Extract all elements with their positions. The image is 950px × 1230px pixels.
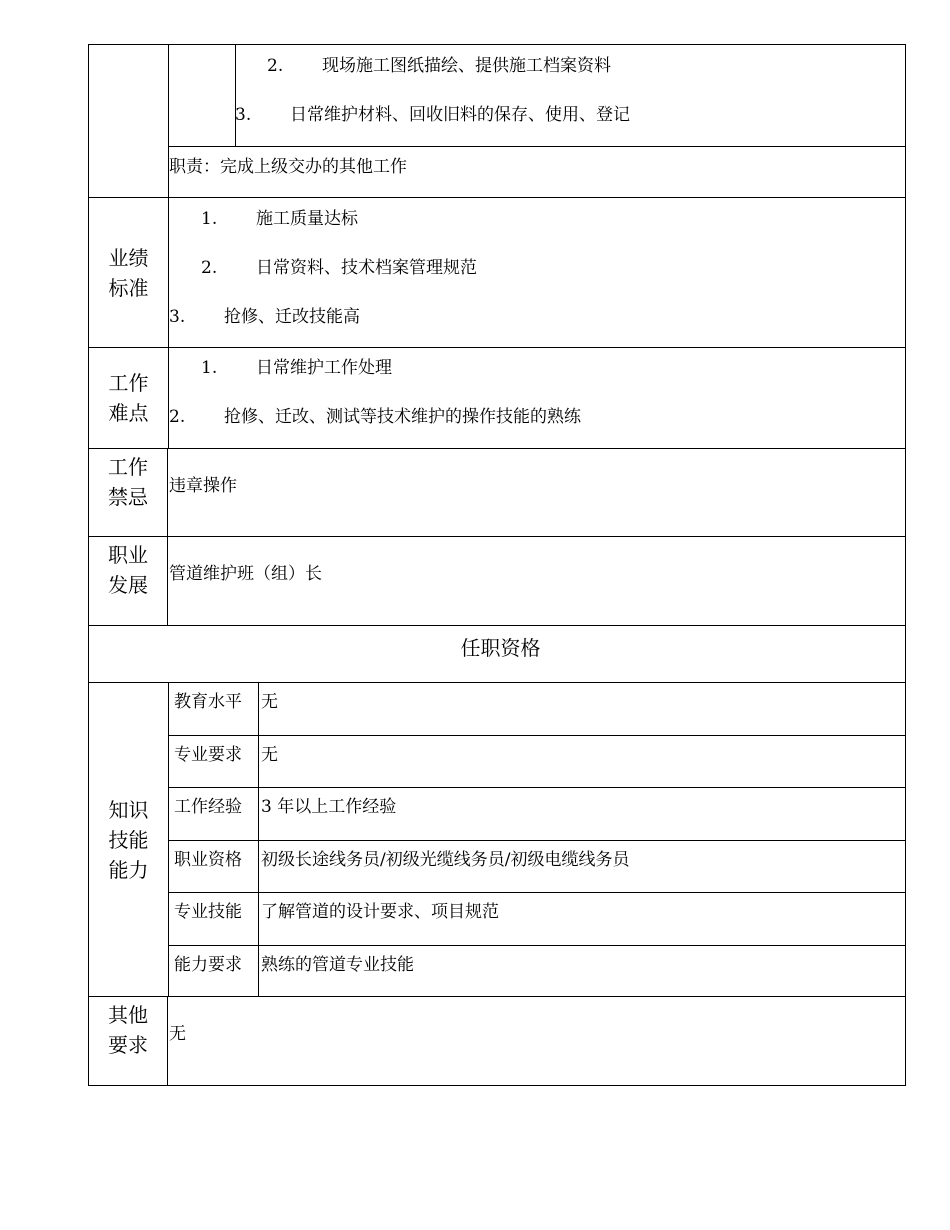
difficulty-row [88, 348, 906, 449]
career-row [88, 537, 906, 626]
other-row [88, 997, 906, 1086]
job-description-table [88, 44, 906, 1086]
list-item: 3. 日常维护材料、回收旧料的保存、使用、登记 [235, 105, 631, 125]
duties-content [169, 45, 905, 197]
knowledge-sublabel: 专业技能 [169, 893, 259, 945]
knowledge-sublabel: 专业要求 [169, 736, 259, 788]
knowledge-value: 无 [261, 692, 278, 712]
knowledge-sublabel: 职业资格 [169, 841, 259, 893]
list-item: 2. 现场施工图纸描绘、提供施工档案资料 [267, 56, 612, 76]
difficulty-content [169, 348, 905, 448]
performance-label: 业绩标准 [89, 198, 169, 347]
knowledge-value: 初级长途线务员/初级光缆线务员/初级电缆线务员 [261, 849, 630, 870]
other-text: 无 [169, 1024, 186, 1044]
list-item: 2. 日常资料、技术档案管理规范 [201, 258, 478, 278]
career-content [169, 537, 905, 625]
divider [169, 146, 905, 147]
list-item: 1. 施工质量达标 [201, 209, 359, 229]
qualification-title: 任职资格 [460, 636, 541, 660]
knowledge-subrow [169, 683, 905, 736]
career-label: 职业发展 [89, 537, 168, 625]
empty-label-cell [89, 45, 169, 197]
knowledge-subrow [169, 893, 905, 946]
knowledge-value: 3 年以上工作经验 [261, 797, 397, 817]
knowledge-sublabel: 能力要求 [169, 946, 259, 998]
knowledge-label: 知识技能能力 [89, 683, 169, 996]
knowledge-sublabel: 工作经验 [169, 788, 259, 840]
knowledge-value: 熟练的管道专业技能 [261, 954, 414, 975]
qualification-header-row [88, 626, 906, 683]
duties-continuation-row [88, 44, 906, 198]
taboo-text: 违章操作 [169, 476, 237, 496]
knowledge-value: 了解管道的设计要求、项目规范 [261, 902, 499, 922]
knowledge-subrow [169, 946, 905, 998]
knowledge-sublabel: 教育水平 [169, 683, 259, 735]
knowledge-value: 无 [261, 744, 278, 765]
difficulty-label: 工作难点 [89, 348, 169, 448]
knowledge-subrow [169, 736, 905, 789]
performance-row [88, 198, 906, 348]
taboo-row [88, 449, 906, 537]
other-content [169, 997, 905, 1085]
other-label: 其他要求 [89, 997, 168, 1085]
taboo-label: 工作禁忌 [89, 449, 168, 536]
list-item: 3. 抢修、迁改技能高 [169, 307, 361, 327]
performance-content [169, 198, 905, 347]
career-text: 管道维护班（组）长 [169, 564, 322, 584]
knowledge-row [88, 683, 906, 997]
knowledge-subrow [169, 841, 905, 894]
list-item: 2. 抢修、迁改、测试等技术维护的操作技能的熟练 [169, 407, 582, 427]
duty-text: 职责：完成上级交办的其他工作 [169, 157, 407, 177]
sub-column-cell [169, 45, 236, 146]
list-item: 1. 日常维护工作处理 [201, 358, 393, 378]
taboo-content [169, 449, 905, 536]
knowledge-subrow [169, 788, 905, 841]
